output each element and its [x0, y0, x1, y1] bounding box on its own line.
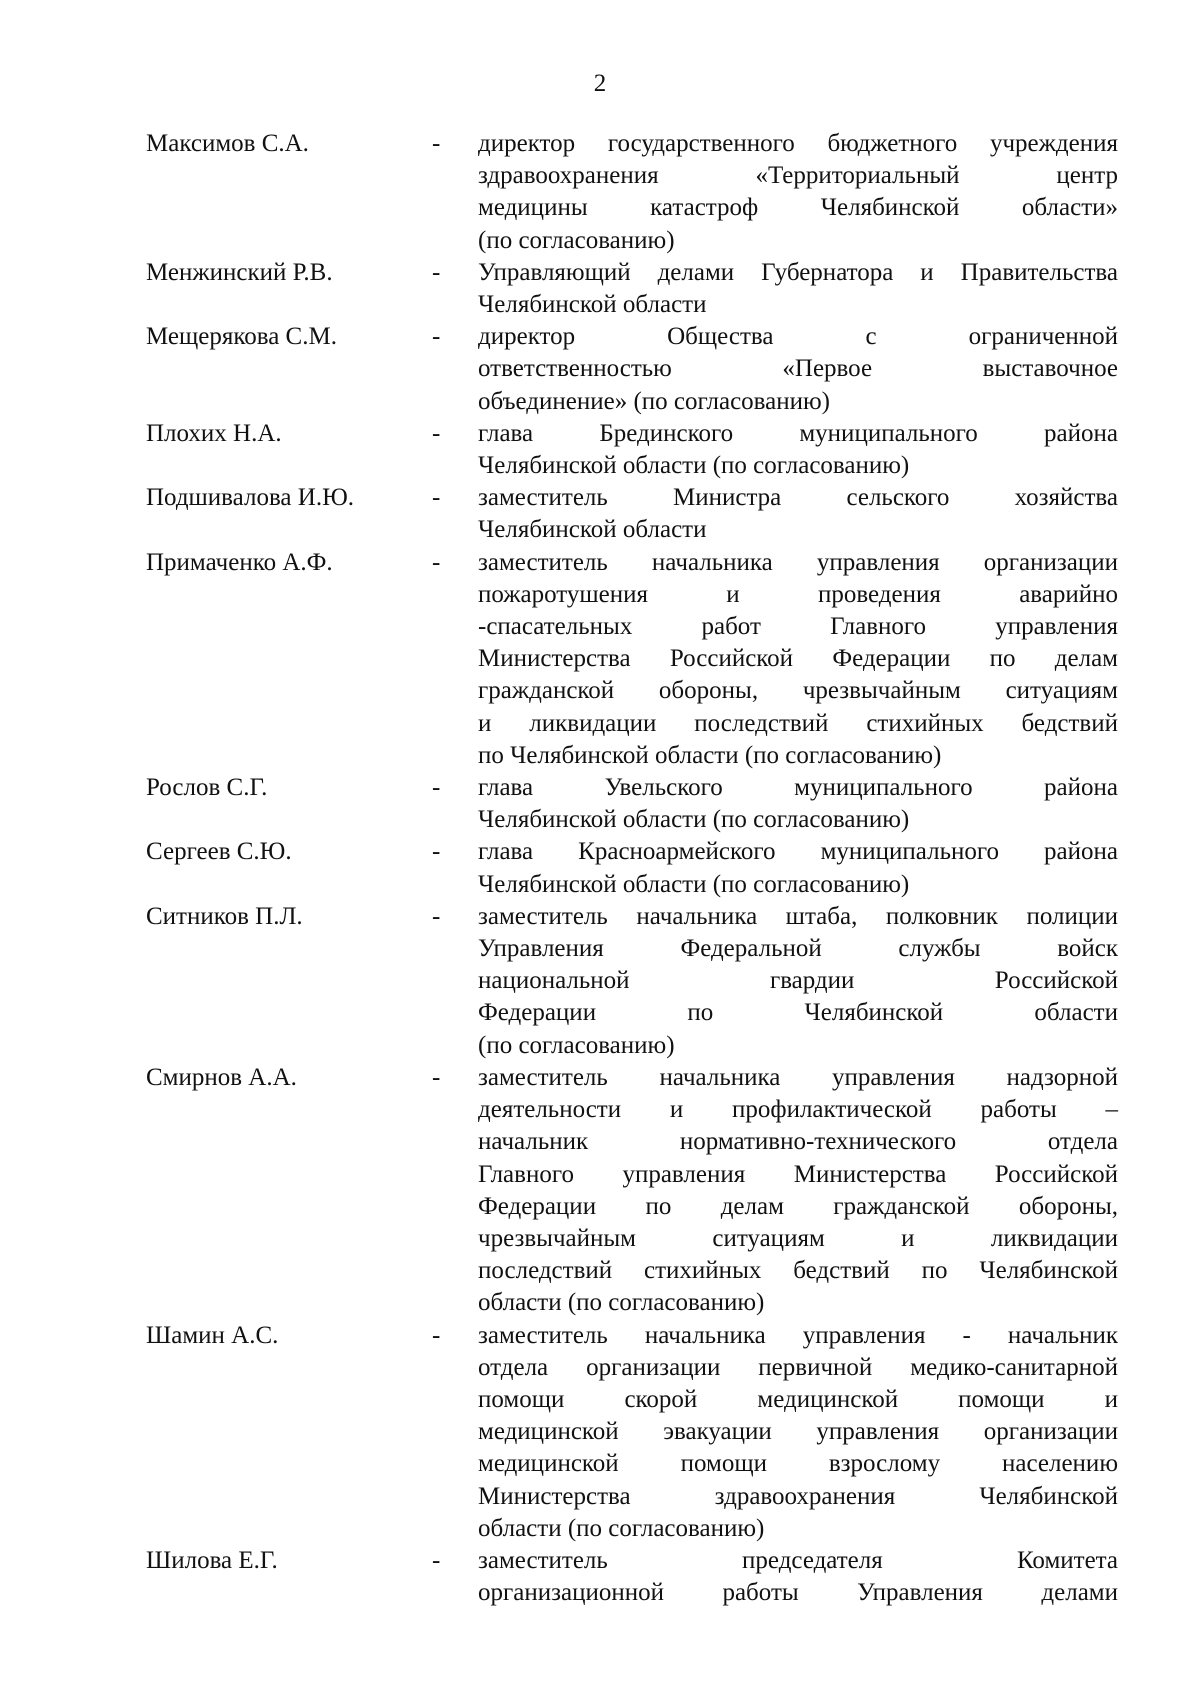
member-position: [478, 257, 1118, 321]
position-line: области (по согласованию): [478, 1514, 765, 1542]
position-line: Федерации по делам гражданской обороны,: [478, 1192, 1118, 1220]
separator-dash: -: [432, 774, 441, 802]
position-line: Челябинской области (по согласованию): [478, 452, 910, 480]
roster-entry: [146, 901, 1126, 1062]
position-line: области (по согласованию): [478, 1289, 765, 1317]
position-line: гражданской обороны, чрезвычайным ситуациям: [478, 677, 1118, 705]
position-line: заместитель начальника управления организации: [478, 548, 1118, 576]
position-line: Министерства Российской Федерации по делам: [478, 645, 1118, 673]
position-line: глава Брединского муниципального района: [478, 419, 1118, 447]
position-line: медицинской эвакуации управления организации: [478, 1418, 1118, 1446]
position-line: Челябинской области: [478, 516, 707, 544]
position-line: глава Увельского муниципального района: [478, 774, 1118, 802]
member-name: Менжинский Р.В.: [146, 258, 333, 286]
member-name: Плохих Н.А.: [146, 419, 282, 447]
position-line: заместитель начальника управления надзорной: [478, 1063, 1118, 1091]
position-line: директор государственного бюджетного учреждения: [478, 130, 1118, 157]
separator-dash: -: [432, 1321, 441, 1349]
member-position: [478, 1320, 1118, 1545]
member-name: Максимов С.А.: [146, 130, 309, 157]
separator-dash: -: [432, 419, 441, 447]
member-name: Подшивалова И.Ю.: [146, 484, 355, 512]
position-line: Главного управления Министерства Российской: [478, 1160, 1118, 1188]
position-line: заместитель начальника штаба, полковник полиции: [478, 902, 1118, 930]
roster-entry: [146, 321, 1126, 418]
member-position: [478, 772, 1118, 836]
member-position: [478, 901, 1118, 1062]
member-name: Рослов С.Г.: [146, 774, 268, 802]
separator-dash: -: [432, 258, 441, 286]
roster-entry: [146, 482, 1126, 546]
position-line: Министерства здравоохранения Челябинской: [478, 1482, 1118, 1510]
position-line: -спасательных работ Главного управления: [478, 613, 1118, 641]
position-line: заместитель Министра сельского хозяйства: [478, 484, 1118, 512]
position-line: организационной работы Управления делами: [478, 1579, 1118, 1607]
separator-dash: -: [432, 838, 441, 866]
member-name: Сергеев С.Ю.: [146, 838, 292, 866]
position-line: глава Красноармейского муниципального района: [478, 838, 1118, 866]
roster-entry: [146, 128, 1126, 257]
position-line: заместитель начальника управления - начальник: [478, 1321, 1118, 1349]
position-line: заместитель председателя Комитета: [478, 1546, 1118, 1574]
roster-entry: [146, 257, 1126, 321]
position-line: медицины катастроф Челябинской области»: [478, 194, 1118, 222]
position-line: объединение» (по согласованию): [478, 387, 831, 415]
member-position: [478, 547, 1118, 772]
position-line: пожаротушения и проведения аварийно: [478, 580, 1118, 608]
position-line: ответственностью «Первое выставочное: [478, 355, 1118, 383]
separator-dash: -: [432, 1546, 441, 1574]
separator-dash: -: [432, 1063, 441, 1091]
position-line: Челябинской области (по согласованию): [478, 870, 910, 898]
roster-entry: [146, 772, 1126, 836]
position-line: Управляющий делами Губернатора и Правительства: [478, 258, 1118, 286]
roster-entry: [146, 836, 1126, 900]
member-position: [478, 321, 1118, 418]
position-line: по Челябинской области (по согласованию): [478, 741, 942, 769]
member-name: Примаченко А.Ф.: [146, 548, 333, 576]
page-number: 2: [593, 70, 607, 97]
roster-entry: [146, 1320, 1126, 1545]
position-line: Управления Федеральной службы войск: [478, 935, 1118, 963]
separator-dash: -: [432, 548, 441, 576]
roster-entry: [146, 1545, 1126, 1609]
member-name: Шамин А.С.: [146, 1321, 279, 1349]
separator-dash: -: [432, 130, 441, 157]
commission-roster: [146, 128, 1126, 1609]
position-line: и ликвидации последствий стихийных бедствий: [478, 709, 1118, 737]
member-name: Смирнов А.А.: [146, 1063, 297, 1091]
position-line: начальник нормативно-технического отдела: [478, 1128, 1118, 1156]
roster-entry: [146, 1062, 1126, 1320]
member-position: [478, 1545, 1118, 1609]
position-line: (по согласованию): [478, 226, 675, 254]
position-line: Федерации по Челябинской области: [478, 999, 1118, 1027]
position-line: последствий стихийных бедствий по Челябинской: [478, 1257, 1118, 1285]
roster-entry: [146, 418, 1126, 482]
position-line: деятельности и профилактической работы –: [478, 1096, 1118, 1124]
position-line: национальной гвардии Российской: [478, 967, 1118, 995]
member-position: [478, 482, 1118, 546]
member-position: [478, 128, 1118, 257]
member-position: [478, 1062, 1118, 1320]
position-line: директор Общества с ограниченной: [478, 323, 1118, 351]
member-name: Шилова Е.Г.: [146, 1546, 278, 1574]
position-line: медицинской помощи взрослому населению: [478, 1450, 1118, 1478]
position-line: здравоохранения «Территориальный центр: [478, 162, 1118, 190]
position-line: чрезвычайным ситуациям и ликвидации: [478, 1224, 1118, 1252]
member-name: Мещерякова С.М.: [146, 323, 337, 351]
roster-entry: [146, 547, 1126, 772]
position-line: помощи скорой медицинской помощи и: [478, 1385, 1118, 1413]
separator-dash: -: [432, 902, 441, 930]
position-line: (по согласованию): [478, 1031, 675, 1059]
position-line: отдела организации первичной медико-санитарной: [478, 1353, 1118, 1381]
member-position: [478, 418, 1118, 482]
position-line: Челябинской области (по согласованию): [478, 806, 910, 834]
separator-dash: -: [432, 323, 441, 351]
position-line: Челябинской области: [478, 291, 707, 319]
member-name: Ситников П.Л.: [146, 902, 303, 930]
member-position: [478, 836, 1118, 900]
separator-dash: -: [432, 484, 441, 512]
